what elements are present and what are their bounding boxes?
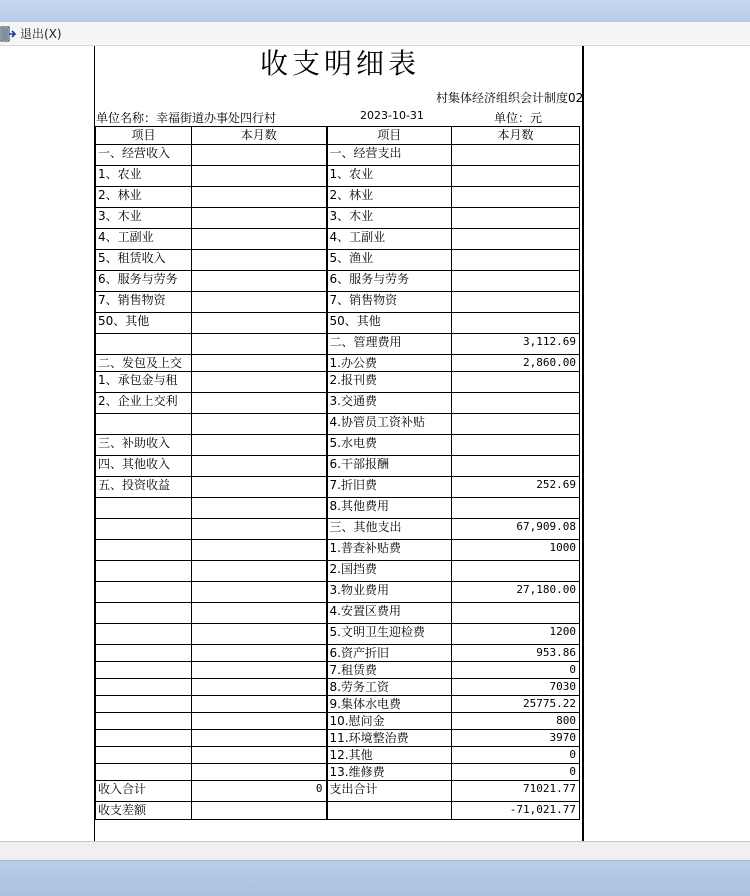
expense-item-cell: 三、其他支出: [327, 519, 452, 540]
income-item-cell: [96, 603, 192, 624]
expense-item-cell: 50、其他: [327, 313, 452, 334]
table-row: [96, 145, 580, 166]
table-row: [96, 730, 580, 747]
income-item-cell: [96, 519, 192, 540]
table-row: [96, 271, 580, 292]
expense-item-cell: 3、木业: [327, 208, 452, 229]
unit-name: 单位名称：幸福街道办事处四行村: [96, 111, 277, 125]
income-item-cell: 二、发包及上交: [96, 355, 192, 372]
income-item-cell: [96, 696, 192, 713]
expense-amount-cell: 7030: [452, 679, 580, 696]
table-row: [96, 355, 580, 372]
income-item-cell: 1、农业: [96, 166, 192, 187]
expense-amount-cell: [452, 561, 580, 582]
expense-amount-cell: [452, 292, 580, 313]
expense-item-cell: 11.环境整治费: [327, 730, 452, 747]
expense-item-cell: 5.文明卫生迎检费: [327, 624, 452, 645]
table-row: [96, 208, 580, 229]
table-row: [96, 713, 580, 730]
income-amount-cell: [192, 166, 327, 187]
expense-amount-cell: [452, 372, 580, 393]
table-row: [96, 624, 580, 645]
table-row: [96, 292, 580, 313]
table-row: [96, 166, 580, 187]
income-item-cell: 2、林业: [96, 187, 192, 208]
income-item-cell: [96, 764, 192, 781]
income-item-cell: [96, 679, 192, 696]
income-item-cell: 2、企业上交利: [96, 393, 192, 414]
income-amount-cell: [192, 313, 327, 334]
table-row: [96, 603, 580, 624]
income-item-cell: 三、补助收入: [96, 435, 192, 456]
income-amount-cell: [192, 713, 327, 730]
income-item-cell: 五、投资收益: [96, 477, 192, 498]
income-amount-cell: [192, 145, 327, 166]
income-amount-cell: [192, 679, 327, 696]
expense-amount-cell: 3970: [452, 730, 580, 747]
expense-amount-cell: [452, 414, 580, 435]
header-expense-amount: 本月数: [452, 127, 580, 145]
table-row: [96, 477, 580, 498]
table-row: [96, 456, 580, 477]
income-item-cell: [96, 624, 192, 645]
income-item-cell: 一、经营收入: [96, 145, 192, 166]
table-row: [96, 435, 580, 456]
income-amount-cell: [192, 250, 327, 271]
expense-amount-cell: 67,909.08: [452, 519, 580, 540]
table-row: [96, 393, 580, 414]
income-amount-cell: [192, 372, 327, 393]
expense-item-cell: 1.普查补贴费: [327, 540, 452, 561]
expense-amount-cell: 27,180.00: [452, 582, 580, 603]
income-item-cell: 收入合计: [96, 781, 192, 802]
expense-item-cell: 支出合计: [327, 781, 452, 802]
table-row: [96, 645, 580, 662]
currency-unit: 单位：元: [494, 111, 543, 125]
expense-item-cell: 1.办公费: [327, 355, 452, 372]
expense-item-cell: 7、销售物资: [327, 292, 452, 313]
report-date: 2023-10-31: [360, 109, 424, 122]
income-item-cell: 四、其他收入: [96, 456, 192, 477]
expense-item-cell: 2、林业: [327, 187, 452, 208]
table-row: [96, 662, 580, 679]
expense-amount-cell: 252.69: [452, 477, 580, 498]
exit-label: 退出(X): [20, 27, 62, 41]
table-row: [96, 414, 580, 435]
income-amount-cell: [192, 561, 327, 582]
table-row: [96, 679, 580, 696]
expense-amount-cell: [452, 271, 580, 292]
income-item-cell: 1、承包金与租: [96, 372, 192, 393]
expense-item-cell: 6.资产折旧: [327, 645, 452, 662]
expense-item-cell: 5、渔业: [327, 250, 452, 271]
income-amount-cell: [192, 393, 327, 414]
expense-amount-cell: 0: [452, 662, 580, 679]
income-amount-cell: [192, 334, 327, 355]
expense-amount-cell: [452, 145, 580, 166]
table-row: [96, 334, 580, 355]
expense-item-cell: 8.其他费用: [327, 498, 452, 519]
income-amount-cell: [192, 764, 327, 781]
income-item-cell: 7、销售物资: [96, 292, 192, 313]
table-row: [96, 313, 580, 334]
expense-item-cell: 6、服务与劳务: [327, 271, 452, 292]
expense-amount-cell: [452, 435, 580, 456]
income-amount-cell: 0: [192, 781, 327, 802]
income-amount-cell: [192, 662, 327, 679]
expense-amount-cell: [452, 456, 580, 477]
income-amount-cell: [192, 747, 327, 764]
expense-amount-cell: 0: [452, 764, 580, 781]
income-item-cell: [96, 713, 192, 730]
income-expense-table: [95, 126, 580, 820]
accounting-standard: 村集体经济组织会计制度02: [436, 91, 584, 105]
expense-amount-cell: 2,860.00: [452, 355, 580, 372]
expense-item-cell: 7.折旧费: [327, 477, 452, 498]
income-amount-cell: [192, 603, 327, 624]
income-amount-cell: [192, 271, 327, 292]
income-item-cell: 6、服务与劳务: [96, 271, 192, 292]
table-row: [96, 696, 580, 713]
expense-amount-cell: [452, 208, 580, 229]
expense-item-cell: 2.报刊费: [327, 372, 452, 393]
table-row: [96, 582, 580, 603]
income-amount-cell: [192, 292, 327, 313]
expense-amount-cell: 3,112.69: [452, 334, 580, 355]
expense-item-cell: 3.物业费用: [327, 582, 452, 603]
expense-amount-cell: -71,021.77: [452, 802, 580, 820]
expense-amount-cell: 25775.22: [452, 696, 580, 713]
header-expense-item: 项目: [327, 127, 452, 145]
table-row: [96, 187, 580, 208]
expense-item-cell: 二、管理费用: [327, 334, 452, 355]
expense-amount-cell: [452, 603, 580, 624]
expense-amount-cell: [452, 166, 580, 187]
report-title: 收支明细表: [259, 47, 420, 80]
status-bar: [0, 841, 750, 861]
expense-item-cell: 9.集体水电费: [327, 696, 452, 713]
expense-amount-cell: 71021.77: [452, 781, 580, 802]
income-item-cell: 收支差额: [96, 802, 192, 820]
income-item-cell: [96, 582, 192, 603]
expense-amount-cell: [452, 393, 580, 414]
expense-item-cell: 3.交通费: [327, 393, 452, 414]
income-amount-cell: [192, 229, 327, 250]
income-item-cell: [96, 645, 192, 662]
expense-item-cell: 7.租赁费: [327, 662, 452, 679]
page-border-right: [582, 46, 584, 841]
income-item-cell: 4、工副业: [96, 229, 192, 250]
income-amount-cell: [192, 519, 327, 540]
expense-amount-cell: 0: [452, 747, 580, 764]
income-item-cell: 50、其他: [96, 313, 192, 334]
table-row: [96, 250, 580, 271]
expense-amount-cell: 1000: [452, 540, 580, 561]
income-item-cell: [96, 730, 192, 747]
income-item-cell: [96, 414, 192, 435]
expense-item-cell: 1、农业: [327, 166, 452, 187]
taskbar: [0, 860, 750, 896]
expense-amount-cell: 953.86: [452, 645, 580, 662]
income-amount-cell: [192, 414, 327, 435]
expense-item-cell: 12.其他: [327, 747, 452, 764]
expense-item-cell: 4.协管员工资补贴: [327, 414, 452, 435]
income-amount-cell: [192, 696, 327, 713]
table-row: [96, 372, 580, 393]
income-amount-cell: [192, 355, 327, 372]
window-title-bar: [0, 0, 750, 22]
income-item-cell: [96, 334, 192, 355]
income-amount-cell: [192, 456, 327, 477]
expense-item-cell: 5.水电费: [327, 435, 452, 456]
income-item-cell: 3、木业: [96, 208, 192, 229]
expense-item-cell: 4.安置区费用: [327, 603, 452, 624]
expense-item-cell: 13.维修费: [327, 764, 452, 781]
header-income-amount: 本月数: [192, 127, 327, 145]
expense-amount-cell: [452, 498, 580, 519]
expense-item-cell: [327, 802, 452, 820]
toolbar: [0, 22, 750, 46]
income-amount-cell: [192, 730, 327, 747]
income-amount-cell: [192, 208, 327, 229]
income-amount-cell: [192, 435, 327, 456]
expense-amount-cell: [452, 250, 580, 271]
income-item-cell: [96, 662, 192, 679]
exit-button[interactable]: [0, 24, 62, 43]
income-item-cell: [96, 561, 192, 582]
expense-amount-cell: 1200: [452, 624, 580, 645]
income-amount-cell: [192, 645, 327, 662]
table-row: [96, 561, 580, 582]
header-income-item: 项目: [96, 127, 192, 145]
income-item-cell: [96, 747, 192, 764]
expense-item-cell: 2.国挡费: [327, 561, 452, 582]
expense-item-cell: 8.劳务工资: [327, 679, 452, 696]
report-viewport[interactable]: [0, 46, 750, 841]
table-row: [96, 802, 580, 820]
expense-item-cell: 10.慰问金: [327, 713, 452, 730]
income-item-cell: [96, 498, 192, 519]
expense-item-cell: 一、经营支出: [327, 145, 452, 166]
income-item-cell: 5、租赁收入: [96, 250, 192, 271]
income-amount-cell: [192, 187, 327, 208]
table-row: [96, 747, 580, 764]
table-row: [96, 519, 580, 540]
table-row: [96, 764, 580, 781]
income-amount-cell: [192, 540, 327, 561]
table-row: [96, 498, 580, 519]
exit-door-icon: [0, 26, 16, 42]
expense-amount-cell: [452, 313, 580, 334]
expense-amount-cell: 800: [452, 713, 580, 730]
table-row: [96, 540, 580, 561]
expense-item-cell: 6.干部报酬: [327, 456, 452, 477]
income-amount-cell: [192, 477, 327, 498]
expense-amount-cell: [452, 187, 580, 208]
expense-amount-cell: [452, 229, 580, 250]
income-amount-cell: [192, 802, 327, 820]
income-amount-cell: [192, 498, 327, 519]
income-amount-cell: [192, 582, 327, 603]
income-item-cell: [96, 540, 192, 561]
expense-item-cell: 4、工副业: [327, 229, 452, 250]
table-header-row: [96, 127, 580, 145]
table-row: [96, 781, 580, 802]
income-amount-cell: [192, 624, 327, 645]
table-row: [96, 229, 580, 250]
